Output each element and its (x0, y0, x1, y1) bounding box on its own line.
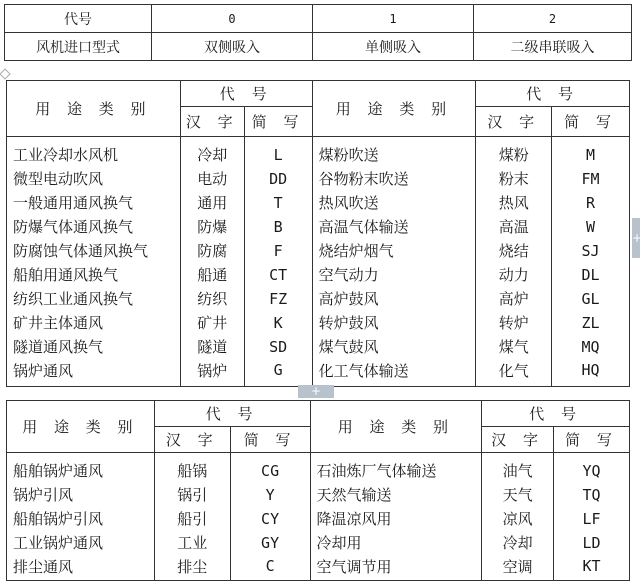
add-row-icon[interactable]: + (298, 385, 334, 398)
header-hanzi: 汉 字 (180, 107, 244, 137)
abbr-cell: FZ (244, 287, 312, 311)
usage-cell: 工业冷却水风机 (7, 137, 181, 167)
usage-cell: 化工气体输送 (312, 359, 476, 387)
usage-cell: 降温凉风用 (310, 507, 482, 531)
header-short: 简 写 (230, 427, 310, 453)
header-code: 代 号 (476, 81, 630, 107)
table-row (7, 287, 630, 311)
usage-cell: 天然气输送 (310, 483, 482, 507)
table-row (7, 137, 630, 167)
header-hanzi: 汉 字 (476, 107, 552, 137)
usage-cell: 煤气鼓风 (312, 335, 476, 359)
usage-cell: 锅炉通风 (7, 359, 181, 387)
header-short: 简 写 (554, 427, 630, 453)
hanzi-cell: 热风 (476, 191, 552, 215)
header-short: 简 写 (244, 107, 312, 137)
usage-cell: 微型电动吹风 (7, 167, 181, 191)
hanzi-cell: 冷却 (482, 531, 554, 555)
inlet-type-table (4, 4, 632, 61)
header-usage: 用 途 类 别 (310, 401, 482, 453)
abbr-cell: T (244, 191, 312, 215)
header-hanzi: 汉 字 (154, 427, 230, 453)
hanzi-cell: 油气 (482, 453, 554, 483)
usage-cell: 排尘通风 (7, 555, 155, 581)
usage-cell: 高炉鼓风 (312, 287, 476, 311)
abbr-cell: HQ (552, 359, 630, 387)
usage-cell: 船舶锅炉引风 (7, 507, 155, 531)
table-row (5, 33, 632, 61)
usage-cell: 空气动力 (312, 263, 476, 287)
usage-cell: 空气调节用 (310, 555, 482, 581)
usage-cell: 热风吹送 (312, 191, 476, 215)
abbr-cell: F (244, 239, 312, 263)
table-row (7, 483, 630, 507)
header-usage: 用 途 类 别 (7, 81, 181, 137)
table-row (5, 5, 632, 33)
abbr-cell: L (244, 137, 312, 167)
abbr-cell: LF (554, 507, 630, 531)
hanzi-cell: 烧结 (476, 239, 552, 263)
usage-cell: 一般通用通风换气 (7, 191, 181, 215)
hanzi-cell: 工业 (154, 531, 230, 555)
hanzi-cell: 煤气 (476, 335, 552, 359)
header-hanzi: 汉 字 (482, 427, 554, 453)
abbr-cell: GY (230, 531, 310, 555)
hanzi-cell: 动力 (476, 263, 552, 287)
table-header-row (7, 401, 630, 427)
header-short: 简 写 (552, 107, 630, 137)
hanzi-cell: 电动 (180, 167, 244, 191)
usage-cell: 烧结炉烟气 (312, 239, 476, 263)
hanzi-cell: 防腐 (180, 239, 244, 263)
hanzi-cell: 天气 (482, 483, 554, 507)
table-row (7, 555, 630, 581)
inlet-label: 风机进口型式 (5, 33, 152, 61)
hanzi-cell: 通用 (180, 191, 244, 215)
abbr-cell: M (552, 137, 630, 167)
usage-cell: 高温气体输送 (312, 215, 476, 239)
hanzi-cell: 锅炉 (180, 359, 244, 387)
hanzi-cell: 转炉 (476, 311, 552, 335)
table-row (7, 263, 630, 287)
abbr-cell: C (230, 555, 310, 581)
table-row (7, 239, 630, 263)
table-row (7, 215, 630, 239)
abbr-cell: SJ (552, 239, 630, 263)
code-cell: 2 (474, 5, 632, 33)
table-row (7, 507, 630, 531)
inlet-cell: 双侧吸入 (152, 33, 313, 61)
hanzi-cell: 隧道 (180, 335, 244, 359)
usage-cell: 冷却用 (310, 531, 482, 555)
usage-cell: 船舶锅炉通风 (7, 453, 155, 483)
hanzi-cell: 煤粉 (476, 137, 552, 167)
usage-cell: 船舶用通风换气 (7, 263, 181, 287)
usage-cell: 锅炉引风 (7, 483, 155, 507)
table-row (7, 531, 630, 555)
header-code: 代 号 (180, 81, 312, 107)
hanzi-cell: 冷却 (180, 137, 244, 167)
abbr-cell: DD (244, 167, 312, 191)
abbr-cell: Y (230, 483, 310, 507)
usage-cell: 谷物粉末吹送 (312, 167, 476, 191)
hanzi-cell: 船通 (180, 263, 244, 287)
resize-handle-icon[interactable] (0, 68, 11, 79)
abbr-cell: W (552, 215, 630, 239)
table-row (7, 359, 630, 387)
hanzi-cell: 高炉 (476, 287, 552, 311)
abbr-cell: LD (554, 531, 630, 555)
abbr-cell: R (552, 191, 630, 215)
hanzi-cell: 锅引 (154, 483, 230, 507)
abbr-cell: CT (244, 263, 312, 287)
usage-cell: 转炉鼓风 (312, 311, 476, 335)
abbr-cell: ZL (552, 311, 630, 335)
abbr-cell: MQ (552, 335, 630, 359)
table-row (7, 453, 630, 483)
hanzi-cell: 纺织 (180, 287, 244, 311)
table-row (7, 191, 630, 215)
abbr-cell: DL (552, 263, 630, 287)
hanzi-cell: 凉风 (482, 507, 554, 531)
hanzi-cell: 船引 (154, 507, 230, 531)
table-row (7, 311, 630, 335)
hanzi-cell: 空调 (482, 555, 554, 581)
abbr-cell: CY (230, 507, 310, 531)
hanzi-cell: 化气 (476, 359, 552, 387)
hanzi-cell: 高温 (476, 215, 552, 239)
abbr-cell: B (244, 215, 312, 239)
abbr-cell: G (244, 359, 312, 387)
header-usage: 用 途 类 别 (312, 81, 476, 137)
abbr-cell: YQ (554, 453, 630, 483)
abbr-cell: GL (552, 287, 630, 311)
hanzi-cell: 防爆 (180, 215, 244, 239)
table-row (7, 335, 630, 359)
hanzi-cell: 排尘 (154, 555, 230, 581)
abbr-cell: TQ (554, 483, 630, 507)
hanzi-cell: 矿井 (180, 311, 244, 335)
abbr-cell: K (244, 311, 312, 335)
table-header-row (7, 81, 630, 107)
usage-cell: 纺织工业通风换气 (7, 287, 181, 311)
header-code: 代 号 (154, 401, 310, 427)
hanzi-cell: 粉末 (476, 167, 552, 191)
usage-cell: 隧道通风换气 (7, 335, 181, 359)
hanzi-cell: 船锅 (154, 453, 230, 483)
add-column-icon[interactable]: + (632, 218, 640, 258)
usage-cell: 防腐蚀气体通风换气 (7, 239, 181, 263)
usage-cell: 工业锅炉通风 (7, 531, 155, 555)
code-label: 代号 (5, 5, 152, 33)
table-row (7, 167, 630, 191)
code-cell: 1 (313, 5, 474, 33)
abbr-cell: FM (552, 167, 630, 191)
code-cell: 0 (152, 5, 313, 33)
header-code: 代 号 (482, 401, 630, 427)
usage-code-table-1 (6, 80, 630, 387)
abbr-cell: SD (244, 335, 312, 359)
inlet-cell: 二级串联吸入 (474, 33, 632, 61)
header-usage: 用 途 类 别 (7, 401, 155, 453)
abbr-cell: KT (554, 555, 630, 581)
inlet-cell: 单侧吸入 (313, 33, 474, 61)
usage-cell: 石油炼厂气体输送 (310, 453, 482, 483)
usage-cell: 矿井主体通风 (7, 311, 181, 335)
abbr-cell: CG (230, 453, 310, 483)
usage-code-table-2 (6, 400, 630, 581)
usage-cell: 煤粉吹送 (312, 137, 476, 167)
usage-cell: 防爆气体通风换气 (7, 215, 181, 239)
